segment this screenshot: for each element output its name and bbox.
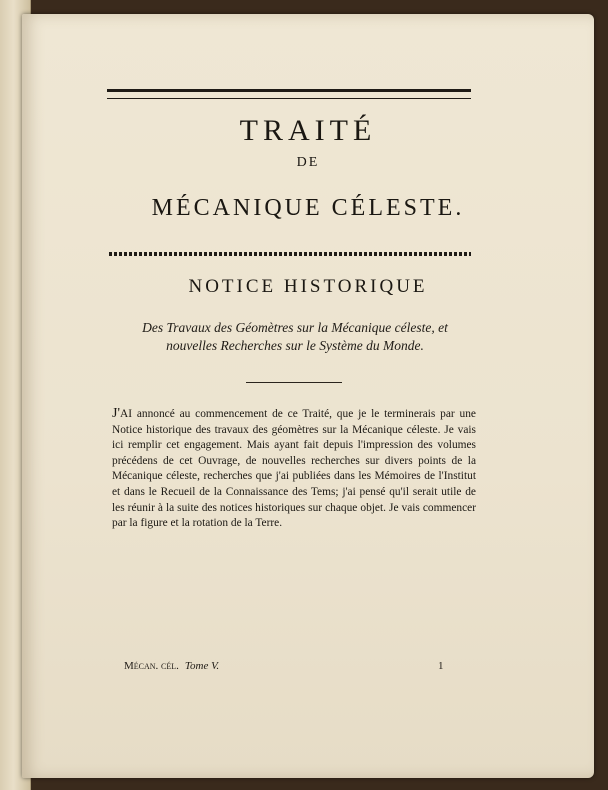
ornamental-rule — [109, 252, 471, 256]
page-number: 1 — [438, 660, 444, 672]
drop-cap: J' — [112, 406, 120, 421]
section-title: NOTICE HISTORIQUE — [188, 276, 428, 297]
title-mecanique-celeste: MÉCANIQUE CÉLESTE. — [151, 195, 465, 221]
footer-signature: Mécan. cél. — [124, 660, 179, 672]
footer-tome: Tome V. — [184, 660, 220, 672]
paragraph-text: AI annoncé au commencement de ce Traité, que je le terminerais par une Notice historique des travaux des géomètres sur la Mécanique céleste. Je vais ici remplir cet engagement. Mais ayant fait depuis l'impression des volumes précédens de cet Ouvrage, de nouvelles recherches sur divers points de la Mécanique céleste, recherches que j'ai publiées dans les Mémoires de l'Institut et dans le Recueil de la Connaissance des Tems; j'ai pensé qu'il serait utile de les réunir à la suite des notices historiques sur chaque objet. Je vais commencer par la figure et la rotation de la Terre. — [112, 408, 476, 530]
body-paragraph — [112, 406, 476, 532]
title-traite: TRAITÉ — [239, 114, 377, 147]
short-divider — [246, 382, 342, 383]
section-subtitle: Des Travaux des Géomètres sur la Mécanique céleste, et nouvelles Recherches sur le Système du Monde. — [142, 320, 448, 353]
title-de: DE — [296, 155, 320, 170]
page-footer — [124, 660, 444, 672]
top-double-rule — [107, 89, 471, 99]
book-page — [22, 14, 594, 778]
page-content — [22, 14, 594, 778]
